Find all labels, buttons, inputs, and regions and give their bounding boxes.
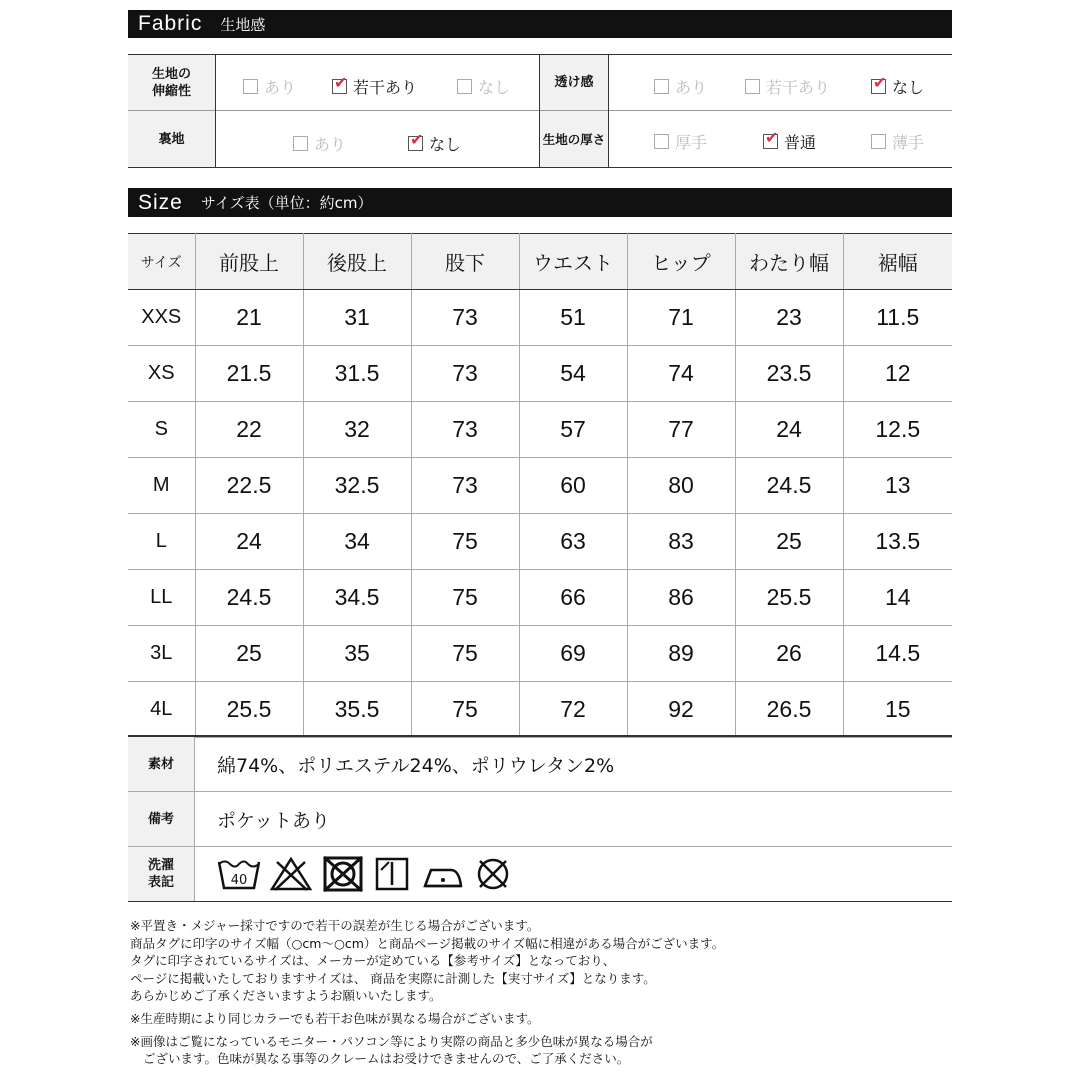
- material-row: [128, 736, 952, 792]
- size-value-cell: 13.5: [843, 514, 952, 570]
- size-section-header: [128, 188, 952, 217]
- checked-checkbox-icon: [763, 134, 778, 149]
- care-label-line2: 表記: [147, 875, 174, 890]
- size-label-cell: M: [128, 458, 195, 514]
- thickness-label: [540, 111, 608, 167]
- option-label: あり: [264, 78, 297, 97]
- size-value-cell: 12.5: [843, 402, 952, 458]
- option-label: 若干あり: [353, 78, 418, 97]
- checked-checkbox-icon: [332, 79, 347, 94]
- size-value-cell: 23: [735, 290, 843, 346]
- size-value-cell: 13: [843, 458, 952, 514]
- size-value-cell: 21.5: [195, 346, 303, 402]
- lining-option-no: [408, 132, 461, 155]
- note-line: タグに印字されているサイズは、メーカーが定めている【参考サイズ】となっており、: [130, 953, 616, 969]
- no-tumble-dry-icon: [321, 856, 365, 892]
- sheer-label: [540, 55, 608, 110]
- header-cell: ウエスト: [519, 234, 627, 290]
- thickness-option-thin: [871, 130, 924, 153]
- size-table-header: [128, 234, 952, 290]
- size-label-cell: 3L: [128, 626, 195, 682]
- size-value-cell: 34.5: [303, 570, 411, 626]
- size-value-cell: 14.5: [843, 626, 952, 682]
- size-value-cell: 21: [195, 290, 303, 346]
- size-value-cell: 83: [627, 514, 735, 570]
- sheer-option-no: [871, 75, 924, 98]
- checkbox-icon: [654, 79, 669, 94]
- care-row: [128, 847, 952, 902]
- remarks-value: ポケットあり: [195, 792, 953, 847]
- size-value-cell: 11.5: [843, 290, 952, 346]
- size-value-cell: 73: [411, 290, 519, 346]
- size-value-cell: 22: [195, 402, 303, 458]
- header-cell: 後股上: [303, 234, 411, 290]
- size-value-cell: 32: [303, 402, 411, 458]
- size-value-cell: 25: [735, 514, 843, 570]
- size-row: [128, 570, 952, 626]
- size-label-cell: XS: [128, 346, 195, 402]
- divider: [215, 55, 216, 167]
- sheer-label-text: 透け感: [554, 75, 594, 90]
- size-value-cell: 54: [519, 346, 627, 402]
- size-value-cell: 74: [627, 346, 735, 402]
- thickness-option-normal: [763, 130, 816, 153]
- size-title-en: Size: [138, 190, 183, 214]
- no-bleach-icon: [269, 856, 313, 892]
- size-row: [128, 290, 952, 346]
- size-value-cell: 86: [627, 570, 735, 626]
- size-value-cell: 14: [843, 570, 952, 626]
- size-value-cell: 75: [411, 682, 519, 738]
- lining-option-yes: [293, 132, 346, 155]
- sheer-option-yes: [654, 75, 707, 98]
- size-value-cell: 35: [303, 626, 411, 682]
- header-cell: 股下: [411, 234, 519, 290]
- size-value-cell: 73: [411, 458, 519, 514]
- care-label-line1: 洗濯: [147, 858, 174, 873]
- note-line: ございます。色味が異なる事等のクレームはお受けできませんので、ご了承ください。: [143, 1051, 630, 1067]
- checkbox-icon: [293, 136, 308, 151]
- size-value-cell: 25.5: [735, 570, 843, 626]
- size-label-cell: XXS: [128, 290, 195, 346]
- size-value-cell: 25.5: [195, 682, 303, 738]
- thickness-option-thick: [654, 130, 707, 153]
- checkbox-icon: [871, 134, 886, 149]
- info-table: [128, 735, 952, 902]
- fabric-title-en: Fabric: [138, 12, 203, 35]
- checkbox-icon: [745, 79, 760, 94]
- size-label-cell: S: [128, 402, 195, 458]
- option-label: 薄手: [892, 133, 925, 152]
- option-label: あり: [675, 78, 708, 97]
- stretch-option-no: [457, 75, 510, 98]
- care-icons: [195, 847, 953, 902]
- stretch-option-slight: [332, 75, 417, 98]
- size-value-cell: 66: [519, 570, 627, 626]
- note-line: ※画像はご覧になっているモニター・パソコン等により実際の商品と多少色味が異なる場合が: [130, 1033, 653, 1049]
- size-row: [128, 458, 952, 514]
- material-value: 綿74%、ポリエステル24%、ポリウレタン2%: [195, 736, 953, 792]
- size-value-cell: 75: [411, 514, 519, 570]
- option-label: 普通: [784, 133, 817, 152]
- option-label: あり: [314, 135, 347, 154]
- header-cell: 前股上: [195, 234, 303, 290]
- remarks-row: [128, 792, 952, 847]
- option-label: なし: [892, 78, 925, 97]
- size-value-cell: 24: [735, 402, 843, 458]
- size-value-cell: 32.5: [303, 458, 411, 514]
- lining-label-text: 裏地: [158, 131, 185, 147]
- header-cell: 裾幅: [843, 234, 952, 290]
- care-label: [128, 847, 195, 902]
- note-line: ページに掲載いたしておりますサイズは、 商品を実際に計測した【実寸サイズ】となります。: [130, 970, 656, 986]
- fabric-title-jp: 生地感: [220, 15, 266, 34]
- size-value-cell: 26: [735, 626, 843, 682]
- size-value-cell: 75: [411, 626, 519, 682]
- stretch-label-line1: 生地の: [151, 66, 191, 82]
- size-value-cell: 25: [195, 626, 303, 682]
- note-line: あらかじめご了承くださいますようお願いいたします。: [130, 988, 442, 1004]
- size-value-cell: 63: [519, 514, 627, 570]
- checkbox-icon: [243, 79, 258, 94]
- size-row: [128, 682, 952, 738]
- header-cell: ヒップ: [627, 234, 735, 290]
- option-label: なし: [478, 78, 511, 97]
- option-label: 厚手: [675, 133, 708, 152]
- size-label-cell: LL: [128, 570, 195, 626]
- size-value-cell: 15: [843, 682, 952, 738]
- size-value-cell: 24.5: [195, 570, 303, 626]
- remarks-label: 備考: [128, 792, 195, 847]
- notes: [130, 917, 724, 1068]
- drip-dry-icon: [373, 856, 413, 892]
- size-row: [128, 402, 952, 458]
- size-value-cell: 89: [627, 626, 735, 682]
- stretch-label-line2: 伸縮性: [151, 83, 191, 99]
- note-line: ※平置き・メジャー採寸ですので若干の誤差が生じる場合がございます。: [130, 918, 540, 933]
- size-value-cell: 24: [195, 514, 303, 570]
- header-cell: サイズ: [128, 234, 195, 290]
- fabric-section-header: [128, 10, 952, 38]
- option-label: 若干あり: [766, 78, 831, 97]
- size-value-cell: 35.5: [303, 682, 411, 738]
- lining-label: [128, 111, 215, 167]
- fabric-table: [128, 54, 952, 168]
- size-table: [128, 233, 952, 738]
- size-value-cell: 73: [411, 346, 519, 402]
- thickness-label-text: 生地の厚さ: [542, 131, 606, 147]
- stretch-option-yes: [243, 75, 296, 98]
- size-row: [128, 346, 952, 402]
- size-row: [128, 514, 952, 570]
- divider: [608, 55, 609, 167]
- iron-low-icon: [421, 856, 465, 892]
- size-value-cell: 80: [627, 458, 735, 514]
- material-label: 素材: [128, 736, 195, 792]
- size-row: [128, 626, 952, 682]
- size-value-cell: 75: [411, 570, 519, 626]
- size-title-jp: サイズ表（単位：約cm）: [200, 194, 373, 212]
- size-value-cell: 22.5: [195, 458, 303, 514]
- checked-checkbox-icon: [408, 136, 423, 151]
- note-line: ※生産時期により同じカラーでも若干お色味が異なる場合がございます。: [130, 1010, 540, 1026]
- size-value-cell: 69: [519, 626, 627, 682]
- size-value-cell: 31.5: [303, 346, 411, 402]
- checkbox-icon: [654, 134, 669, 149]
- note-line: 商品タグに印字のサイズ幅（○cm〜○cm）と商品ページ掲載のサイズ幅に相違がある場合がございます。: [130, 935, 725, 951]
- checkbox-icon: [457, 79, 472, 94]
- sheer-option-slight: [745, 75, 830, 98]
- checked-checkbox-icon: [871, 79, 886, 94]
- wash-40-icon: [217, 856, 261, 892]
- size-value-cell: 71: [627, 290, 735, 346]
- size-value-cell: 51: [519, 290, 627, 346]
- option-label: なし: [429, 135, 462, 154]
- no-dry-clean-icon: [473, 856, 513, 892]
- size-value-cell: 60: [519, 458, 627, 514]
- stretch-label: [128, 55, 215, 110]
- size-value-cell: 34: [303, 514, 411, 570]
- size-label-cell: 4L: [128, 682, 195, 738]
- size-value-cell: 23.5: [735, 346, 843, 402]
- size-label-cell: L: [128, 514, 195, 570]
- size-value-cell: 31: [303, 290, 411, 346]
- size-value-cell: 77: [627, 402, 735, 458]
- size-value-cell: 12: [843, 346, 952, 402]
- size-value-cell: 92: [627, 682, 735, 738]
- wash-temp-label: 40: [230, 873, 248, 888]
- size-value-cell: 73: [411, 402, 519, 458]
- size-value-cell: 26.5: [735, 682, 843, 738]
- size-value-cell: 72: [519, 682, 627, 738]
- size-value-cell: 24.5: [735, 458, 843, 514]
- header-cell: わたり幅: [735, 234, 843, 290]
- size-value-cell: 57: [519, 402, 627, 458]
